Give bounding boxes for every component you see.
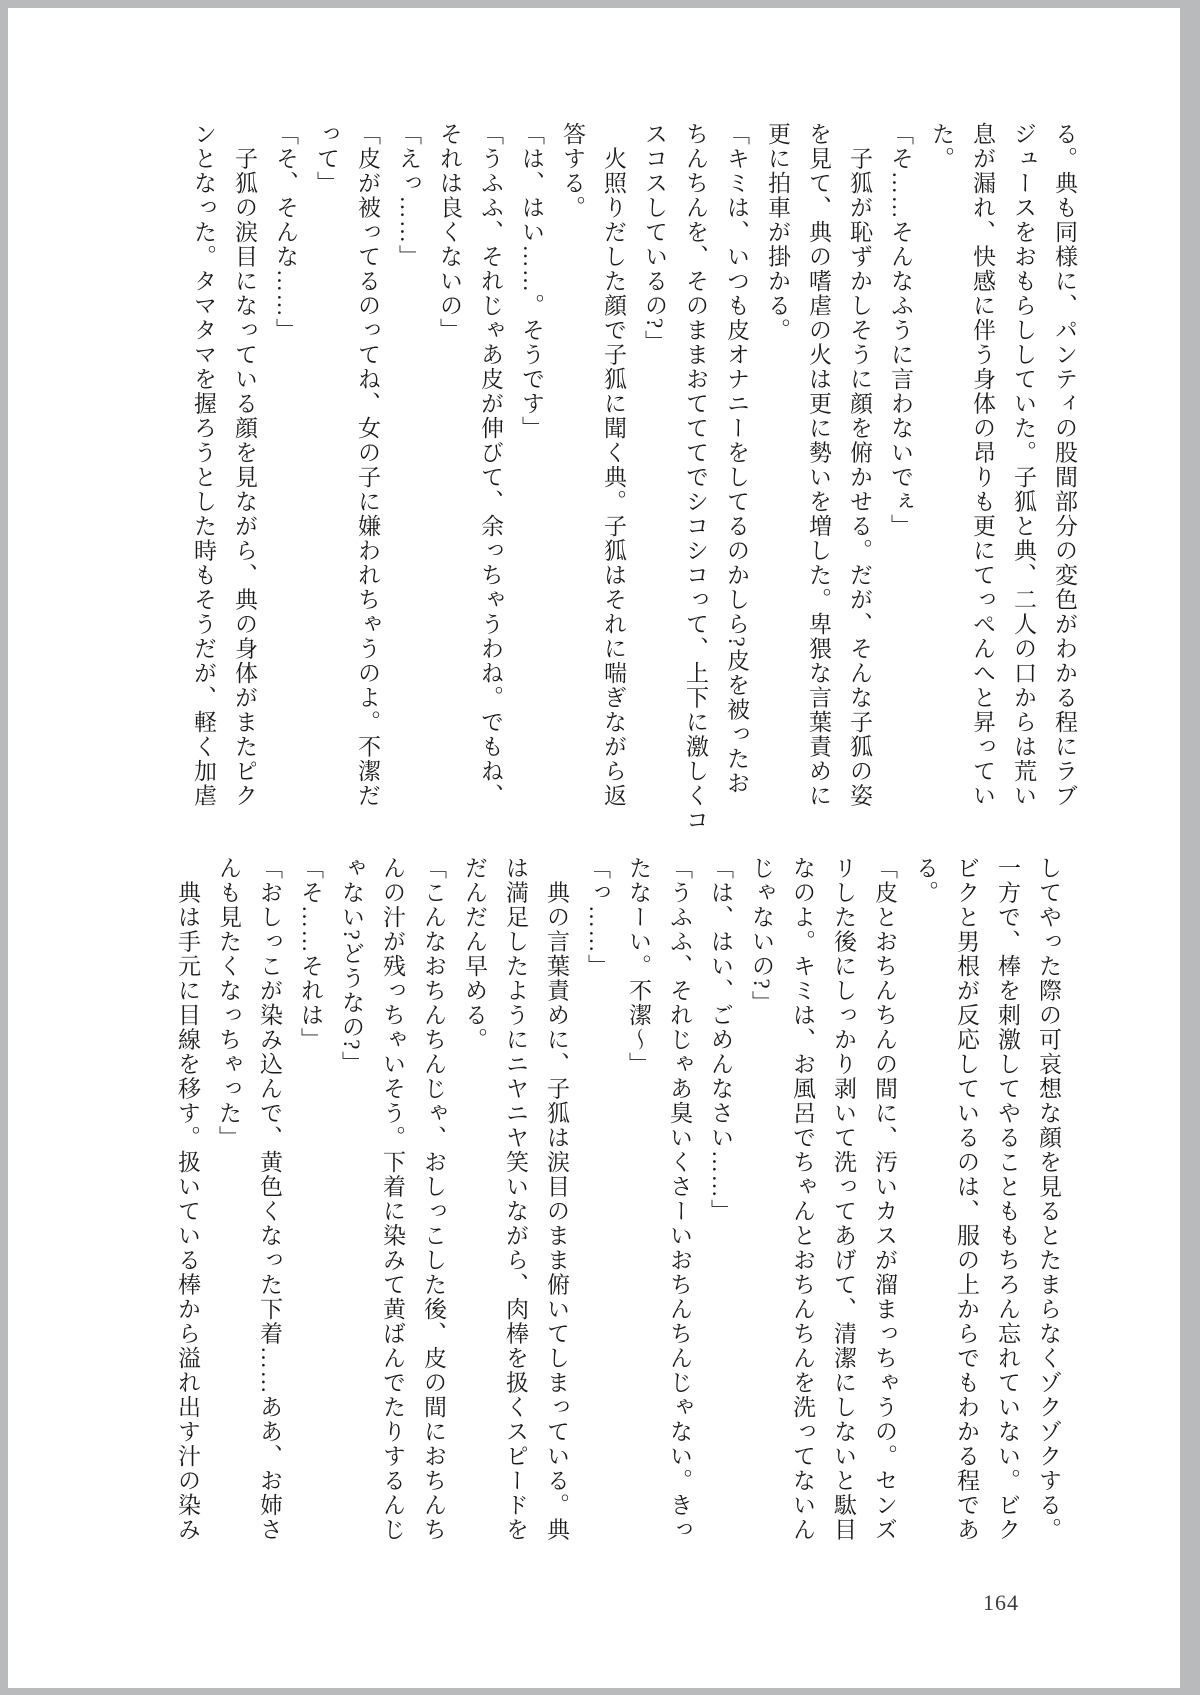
text-column: 「は、はい、ごめんなさい……」 (708, 856, 733, 1224)
page-number: 164 (983, 1590, 1019, 1615)
text-block-top (183, 122, 1085, 833)
text-column: リした後にしっかり剥いて洗ってあげて、清潔にしないと駄目 (831, 856, 856, 1542)
text-column: 「うふふ、それじゃあ臭いくさーいおちんちんじゃない。きっ (667, 856, 692, 1542)
text-column: る。 (913, 856, 938, 905)
page (8, 8, 1180, 1688)
text-column: 「そ、そんな……」 (273, 122, 298, 343)
text-column: んも見たくなっちゃった」 (216, 856, 241, 1150)
text-column: 「皮とおちんちんの間に、汚いカスが溜まっちゃうの。センズ (872, 856, 897, 1542)
text-column: んの汁が残っちゃいそう。下着に染みて黄ばんでたりするんじ (380, 856, 405, 1542)
text-column: ジュースをおもらししていた。子狐と典、二人の口からは荒い (1011, 122, 1036, 808)
text-column: を見て、典の嗜虐の火は更に勢いを増した。卑猥な言葉責めに (806, 122, 831, 808)
text-column: 「そ……それは」 (298, 856, 323, 1052)
text-column: ゃない?どうなの?」 (339, 856, 364, 1076)
text-column: 「うふふ、それじゃあ皮が伸びて、余っちゃうわね。でもね、 (478, 122, 503, 808)
text-column: 更に拍車が掛かる。 (765, 122, 790, 343)
text-column: 「っ……」 (585, 856, 610, 979)
text-column: って」 (314, 122, 339, 196)
text-column: 「キミは、いつも皮オナニーをしてるのかしら?皮を被ったお (724, 122, 749, 796)
text-column: 「こんなおちんちんじゃ、おしっこした後、皮の間におちんち (421, 856, 446, 1542)
text-column: 息が漏れ、快感に伴う身体の昂りも更にてっぺんへと昇ってい (970, 122, 995, 808)
text-column: ビクと男根が反応しているのは、服の上からでもわかる程であ (954, 856, 979, 1542)
text-column: だんだん早める。 (462, 856, 487, 1052)
text-column: ンとなった。タマタマを握ろうとした時もそうだが、軽く加虐 (191, 122, 216, 808)
text-column: してやった際の可哀想な顔を見るとたまらなくゾクゾクする。 (1036, 856, 1061, 1542)
text-column: た。 (929, 122, 954, 171)
text-column: 一方で、棒を刺激してやることももちろん忘れていない。ビク (995, 856, 1020, 1542)
text-column: 典の言葉責めに、子狐は涙目のまま俯いてしまっている。典 (544, 856, 569, 1542)
text-column: 子狐が恥ずかしそうに顔を俯かせる。だが、そんな子狐の姿 (847, 122, 872, 808)
text-column: 「えっ……」 (396, 122, 421, 269)
text-column: たなーい。不潔〜」 (626, 856, 651, 1077)
text-column: それは良くないの」 (437, 122, 462, 343)
text-column: じゃないの?」 (749, 856, 774, 1015)
text-column: は満足したようにニヤニヤ笑いながら、肉棒を扱くスピードを (503, 856, 528, 1542)
text-column: スコスしているの?」 (642, 122, 667, 355)
text-column: なのよ。キミは、お風呂でちゃんとおちんちんを洗ってないん (790, 856, 815, 1542)
text-column: 答する。 (560, 122, 585, 220)
text-column: 子狐の涙目になっている顔を見ながら、典の身体がまたピク (232, 122, 257, 808)
text-column: 「そ……そんなふうに言わないでぇ」 (888, 122, 913, 539)
text-column: 典は手元に目線を移す。扱いている棒から溢れ出す汁の染み (175, 856, 200, 1542)
text-column: る。典も同様に、パンティの股間部分の変色がわかる程にラブ (1052, 122, 1077, 808)
text-column: ちんちんを、そのままおてててでシコシコって、上下に激しくコ (683, 122, 708, 833)
text-column: 火照りだした顔で子狐に聞く典。子狐はそれに喘ぎながら返 (601, 122, 626, 808)
text-column: 「は、はい……。そうです」 (519, 122, 544, 441)
text-block-bottom (167, 856, 1069, 1560)
text-column: 「おしっこが染み込んで、黄色くなった下着……ああ、お姉さ (257, 856, 282, 1542)
text-column: 「皮が被ってるのってね、女の子に嫌われちゃうのよ。不潔だ (355, 122, 380, 808)
